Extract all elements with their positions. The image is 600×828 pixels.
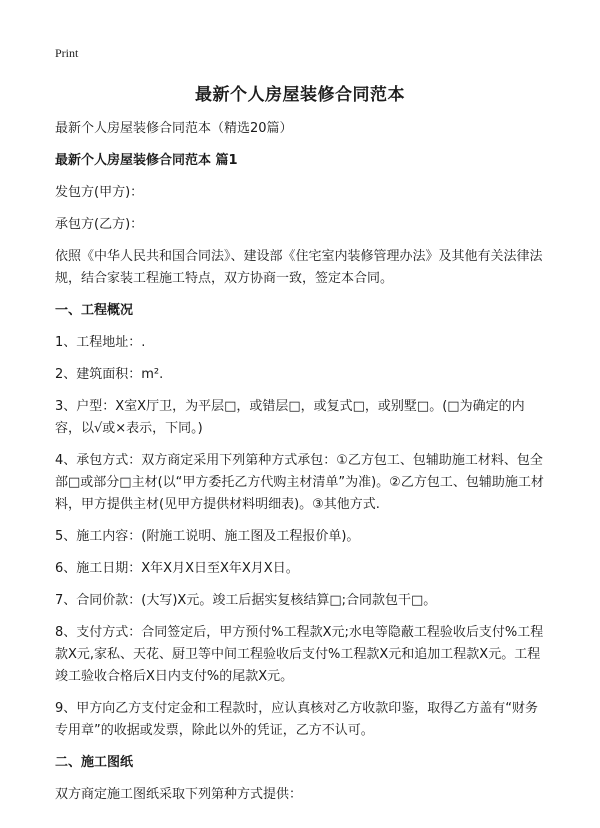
section-title: 最新个人房屋装修合同范本 篇1 (55, 153, 238, 168)
clause-2: 2、建筑面积：m². (55, 367, 164, 382)
clause-8: 8、支付方式：合同签定后，甲方预付%工程款X元;水电等隐蔽工程验收后支付%工程款X元,家私、天花、厨卫等中间工程验收后支付%工程款X元和追加工程款X元。工程竣工验收合格后X日内支付%的尾款X元。 (55, 625, 544, 684)
drawings-paragraph: 双方商定施工图纸采取下列第种方式提供： (55, 787, 303, 802)
heading-construction-drawings: 二、施工图纸 (55, 755, 134, 770)
party-a-line: 发包方(甲方)： (55, 185, 144, 200)
intro-paragraph: 依照《中华人民共和国合同法》、建设部《住宅室内装修管理办法》及其他有关法律法规，结合家装工程施工特点，双方协商一致，签定本合同。 (55, 249, 543, 286)
clause-7: 7、合同价款：(大写)X元。竣工后据实复核结算□;合同款包干□。 (55, 593, 437, 608)
clause-9: 9、甲方向乙方支付定金和工程款时，应认真核对乙方收款印鉴，取得乙方盖有“财务专用章”的收据或发票，除此以外的凭证，乙方不认可。 (55, 701, 539, 738)
document-body (55, 118, 550, 816)
document-subtitle: 最新个人房屋装修合同范本（精选20篇） (55, 121, 293, 136)
clause-5: 5、施工内容：(附施工说明、施工图及工程报价单)。 (55, 529, 360, 544)
clause-6: 6、施工日期：X年X月X日至X年X月X日。 (55, 561, 299, 576)
heading-project-overview: 一、工程概况 (55, 303, 134, 318)
page-title: 最新个人房屋装修合同范本 (195, 85, 405, 105)
clause-3: 3、户型：X室X厅卫，为平层□，或错层□，或复式□，或别墅□。(□为确定的内容，以√或×表示，下同。) (55, 399, 525, 436)
party-b-line: 承包方(乙方)： (55, 217, 144, 232)
print-link[interactable]: Print (55, 46, 79, 60)
clause-1: 1、工程地址：. (55, 335, 146, 350)
clause-4: 4、承包方式：双方商定采用下列第种方式承包：①乙方包工、包辅助施工材料、包全部□或部分□主材(以“甲方委托乙方代购主材清单”为准)。②乙方包工、包辅助施工材料，甲方提供主材(见甲方提供材料明细表)。③其他方式. (55, 453, 544, 512)
